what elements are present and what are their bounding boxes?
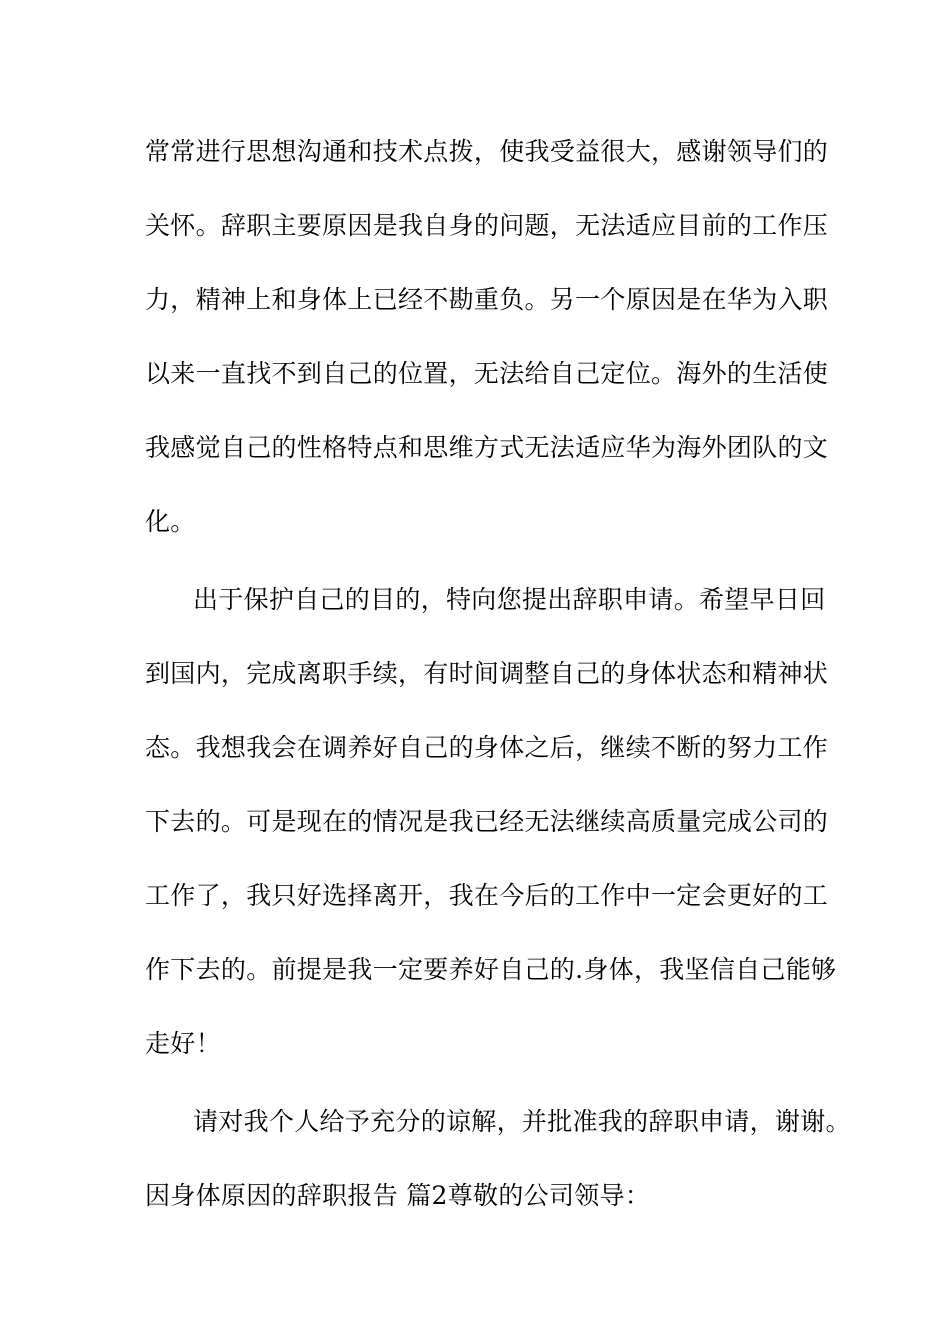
text-line: 我感觉自己的性格特点和思维方式无法适应华为海外团队的文 (145, 433, 829, 462)
heading-line: 因身体原因的辞职报告 篇2尊敬的公司领导： (145, 1181, 651, 1210)
text-line: 工作了，我只好选择离开，我在今后的工作中一定会更好的工 (145, 881, 829, 910)
text-line: 关怀。辞职主要原因是我自身的问题，无法适应目前的工作压 (145, 211, 829, 240)
text-line: 下去的。可是现在的情况是我已经无法继续高质量完成公司的 (145, 807, 829, 836)
paragraph-start-line: 出于保护自己的目的，特向您提出辞职申请。希望早日回 (193, 585, 826, 614)
text-line: 常常进行思想沟通和技术点拨，使我受益很大，感谢领导们的 (145, 137, 829, 166)
text-line: 到国内，完成离职手续，有时间调整自己的身体状态和精神状 (145, 659, 829, 688)
paragraph-start-line: 请对我个人给予充分的谅解，并批准我的辞职申请，谢谢。 (193, 1107, 851, 1136)
text-line: 作下去的。前提是我一定要养好自己的.身体，我坚信自己能够 (145, 955, 837, 984)
text-line: 以来一直找不到自己的位置，无法给自己定位。海外的生活使 (145, 359, 829, 388)
text-line: 化。 (145, 507, 196, 536)
text-line: 走好！ (145, 1029, 221, 1058)
text-line: 态。我想我会在调养好自己的身体之后，继续不断的努力工作 (145, 733, 829, 762)
text-line: 力，精神上和身体上已经不勘重负。另一个原因是在华为入职 (145, 285, 829, 314)
